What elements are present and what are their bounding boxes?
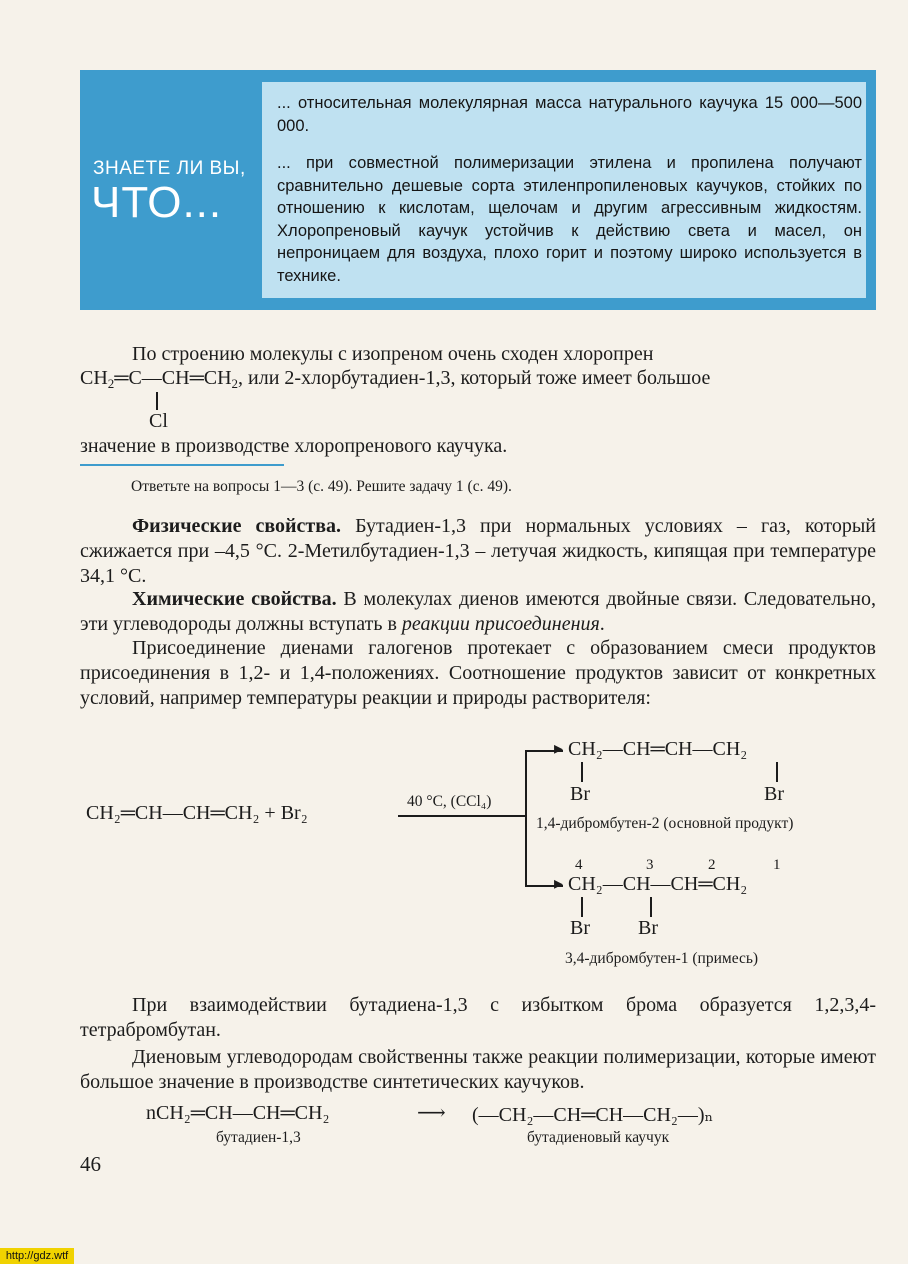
polymerization-product: (—CH₂—CH═CH—CH₂—)ₙ — [472, 1104, 714, 1126]
butadiene-label: бутадиен-1,3 — [216, 1129, 301, 1146]
product-1-name: 1,4-дибромбутен-2 (основной продукт) — [536, 815, 794, 832]
reaction-arrow-stem — [398, 815, 526, 817]
questions-note: Ответьте на вопросы 1—3 (с. 49). Решите задачу 1 (с. 49). — [131, 478, 512, 495]
info-paragraph-1: ... относительная молекулярная масса натурального каучука 15 000—500 000. — [277, 94, 862, 135]
reaction-conditions: 40 °C, (CCl₄) — [407, 793, 492, 810]
bond-line — [581, 897, 583, 917]
polymerization-arrow: ⟶ — [417, 1102, 446, 1124]
product-2-br-right: Br — [638, 917, 658, 939]
excess-bromine-paragraph: При взаимодействии бутадиена-1,3 с избытком брома образуется 1,2,3,4-тетрабромбутан. — [80, 994, 876, 1041]
watermark-link[interactable]: http://gdz.wtf — [0, 1248, 74, 1264]
chloroprene-formula-line — [80, 367, 710, 390]
product-1-formula: CH₂—CH═CH—CH₂ — [568, 738, 748, 760]
carbon-number: 2 — [708, 857, 716, 873]
info-heading-large: ЧТО... — [91, 178, 223, 227]
chloroprene-line-2-text: , или 2-хлорбутадиен-1,3, который тоже имеет большое — [238, 367, 711, 389]
formula-sub: 2 — [231, 376, 239, 391]
chemical-properties-title: Химические свойства. — [132, 588, 337, 610]
arrow-head-icon: ▸ — [554, 738, 564, 758]
carbon-number: 1 — [773, 857, 781, 873]
bond-line — [156, 392, 158, 410]
butadiene-rubber-label: бутадиеновый каучук — [527, 1129, 670, 1146]
polymerization-reactant: nCH₂═CH—CH═CH₂ — [146, 1102, 330, 1124]
physical-properties-title: Физические свойства. — [132, 515, 342, 537]
halogen-addition-paragraph: Присоединение диенами галогенов протекает с образованием смеси продуктов присоединения в 1,2- и 1,4-положениях. Соотношение продуктов зависит от конкретных условий, например температуры реакции и природы растворителя: — [80, 637, 876, 709]
bond-line — [776, 762, 778, 782]
product-1-br-left: Br — [570, 783, 590, 805]
chloroprene-line-3: значение в производстве хлоропренового каучука. — [80, 435, 508, 457]
info-paragraph-2: ... при совместной полимеризации этилена и пропилена получают сравнительно дешевые сорта этиленпропиленовых каучуков, стойких по отношению к кислотам, щелочам и другим агрессивным жидкостям. Хлоропреновый каучук устойчив к действию света и масел, он непроницаем для воздуха, плохо горит и поэтому широко используется в технике. — [277, 154, 862, 285]
formula-sub: 2 — [107, 376, 115, 391]
physical-properties-paragraph — [80, 514, 876, 589]
divider-rule — [80, 464, 284, 466]
chemical-properties-paragraph — [80, 587, 876, 637]
chloroprene-line-1: По строению молекулы с изопреном очень сходен хлоропрен — [132, 343, 654, 365]
formula-ch2: CH — [80, 367, 108, 389]
bond-line — [581, 762, 583, 782]
addition-reactions-term: реакции присоединения — [401, 613, 600, 635]
info-heading-small: ЗНАЕТЕ ЛИ ВЫ, — [93, 158, 246, 179]
polymerization-paragraph: Диеновым углеводородам свойственны также реакции полимеризации, которые имеют большое значение в производстве синтетических каучуков. — [80, 1046, 876, 1093]
page-number: 46 — [80, 1152, 101, 1176]
product-2-br-left: Br — [570, 917, 590, 939]
arrow-head-icon: ▸ — [554, 873, 564, 893]
reaction-reactants: CH₂═CH—CH═CH₂ + Br₂ — [86, 802, 308, 824]
physical-properties-text: Бутадиен-1,3 при нормальных условиях – газ, который сжижается при –4,5 °С. 2-Метилбутадиен-1,3 – летучая жидкость, кипящая при температуре 34,1 °С. — [80, 515, 876, 587]
chemical-properties-text: В молекулах диенов имеются двойные связи. Следовательно, эти углеводороды должны вступать в — [80, 588, 876, 635]
carbon-number: 3 — [646, 857, 654, 873]
product-1-br-right: Br — [764, 783, 784, 805]
reaction-branch-line — [525, 750, 527, 886]
chemical-properties-end: . — [599, 613, 605, 635]
carbon-number: 4 — [575, 857, 583, 873]
product-2-formula: CH₂—CH—CH═CH₂ — [568, 873, 748, 895]
product-2-name: 3,4-дибромбутен-1 (примесь) — [565, 950, 759, 967]
formula-chain: ═C—CH═CH — [114, 367, 232, 389]
chlorine-atom: Cl — [149, 410, 168, 432]
bond-line — [650, 897, 652, 917]
